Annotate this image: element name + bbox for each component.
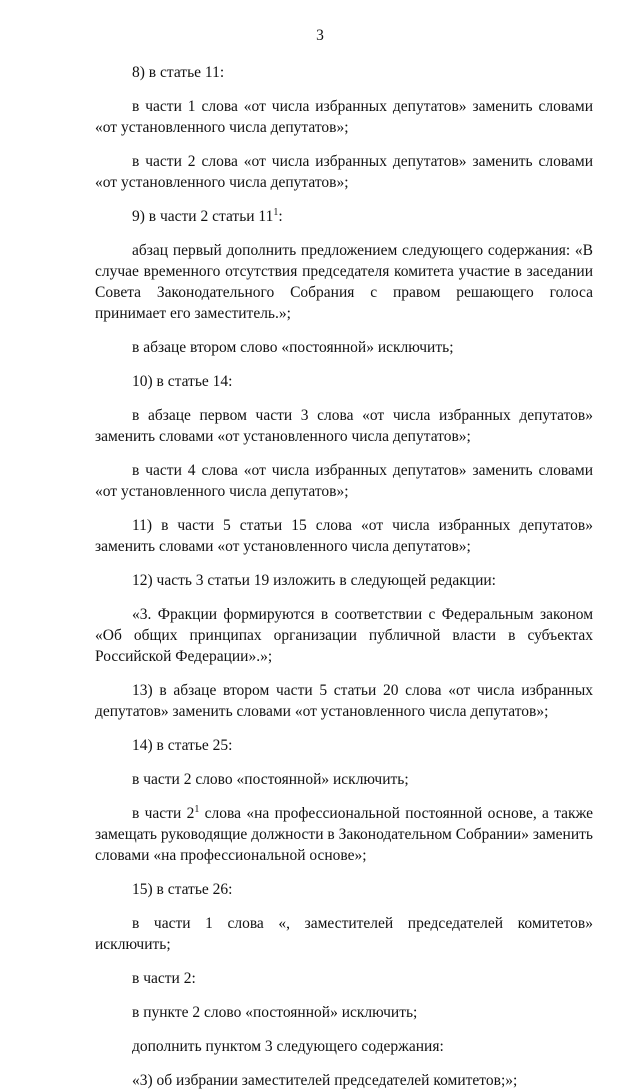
paragraph: в части 1 слова «от числа избранных депутатов» заменить словами «от установленного числа депутатов»; [95, 98, 593, 136]
paragraph: в абзаце первом части 3 слова «от числа избранных депутатов» заменить словами «от установленного числа депутатов»; [95, 407, 593, 445]
document-body [95, 62, 593, 1091]
paragraph: 8) в статье 11: [132, 64, 225, 81]
paragraph: дополнить пунктом 3 следующего содержания: [132, 1038, 444, 1055]
paragraph: в части $2^1$ слова «на профессиональной постоянной основе, а также замещать руководящие должности в Законодательном Собрании» заменить словами «на профессиональной основе»; [95, 803, 593, 864]
superscript: 1 [273, 206, 279, 218]
paragraph: 11) в части 5 статьи 15 слова «от числа избранных депутатов» заменить словами «от установленного числа депутатов»; [95, 517, 593, 555]
paragraph: «3) об избрании заместителей председателей комитетов;»; [132, 1072, 518, 1089]
paragraph: 13) в абзаце втором части 5 статьи 20 слова «от числа избранных депутатов» заменить словами «от установленного числа депутатов»; [95, 682, 593, 720]
paragraph: в части 1 слова «, заместителей председателей комитетов» исключить; [95, 915, 593, 953]
paragraph: 10) в статье 14: [132, 373, 233, 390]
paragraph: в части 2 слово «постоянной» исключить; [132, 771, 409, 788]
paragraph: 14) в статье 25: [132, 737, 233, 754]
paragraph: «3. Фракции формируются в соответствии с Федеральным законом «Об общих принципах организации публичной власти в субъектах Российской Федерации».»; [95, 606, 593, 665]
page-number: 3 [316, 27, 324, 44]
paragraph: 12) часть 3 статьи 19 изложить в следующей редакции: [132, 572, 496, 589]
paragraph: в части 4 слова «от числа избранных депутатов» заменить словами «от установленного числа депутатов»; [95, 462, 593, 500]
superscript: 1 [194, 803, 200, 815]
paragraph: в части 2 слова «от числа избранных депутатов» заменить словами «от установленного числа депутатов»; [95, 153, 593, 191]
paragraph: в пункте 2 слово «постоянной» исключить; [132, 1004, 418, 1021]
paragraph: 15) в статье 26: [132, 881, 233, 898]
paragraph: в абзаце втором слово «постоянной» исключить; [132, 339, 454, 356]
paragraph: 9) в части 2 статьи $11^1$: [132, 206, 283, 225]
paragraph: абзац первый дополнить предложением следующего содержания: «В случае временного отсутствия председателя комитета участие в заседании Совета Законодательного Собрания с правом решающего голоса принимает его заместитель.»; [95, 242, 593, 322]
paragraph: в части 2: [132, 970, 196, 987]
